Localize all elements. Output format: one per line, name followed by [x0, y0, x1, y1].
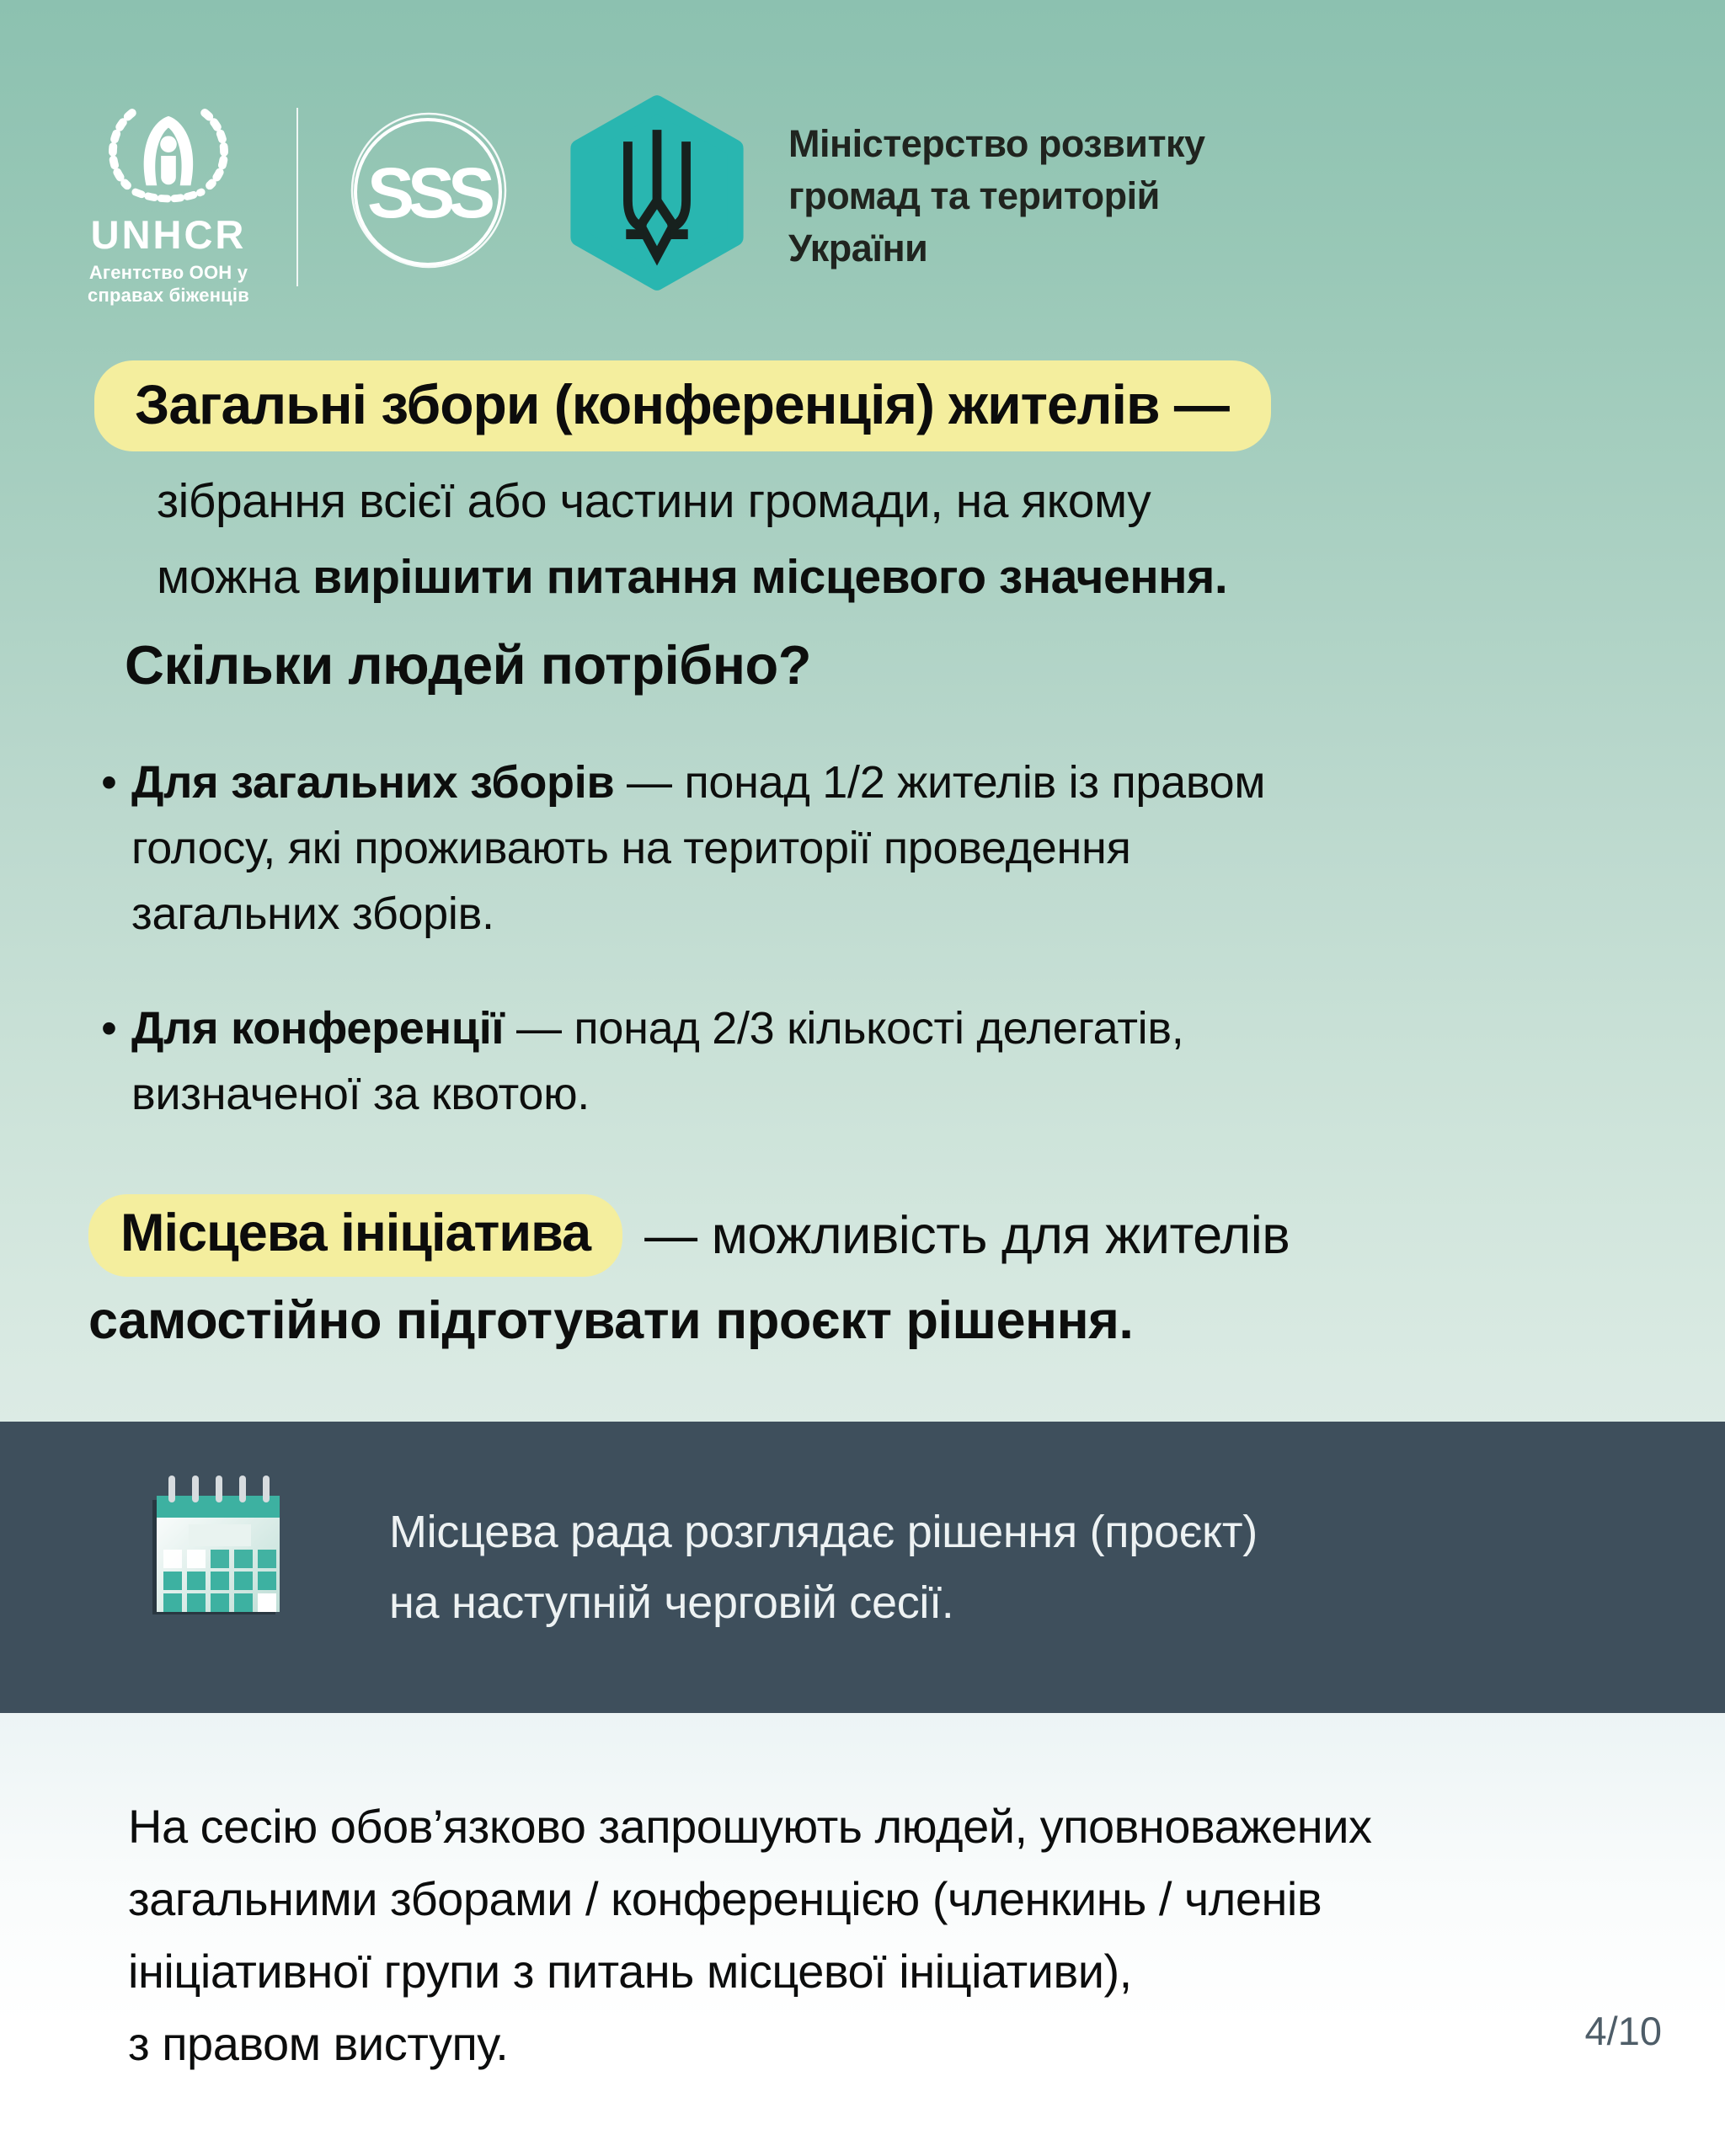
footer-paragraph-line: На сесію обов’язково запрошують людей, уповноважених [128, 1800, 1372, 1853]
sss-circle-icon [344, 108, 512, 276]
general-meeting-term [94, 360, 1271, 451]
bullet-marker: • [101, 1003, 117, 1054]
bullet-conference-line: визначеної за квотою. [131, 1069, 590, 1119]
ministry-name: Міністерство розвитку громад та територій України [788, 122, 1205, 270]
general-meeting-definition-line: можна вирішити питання місцевого значення. [157, 550, 1228, 604]
session-note-panel [0, 1422, 1725, 1713]
ministry-emblem [566, 94, 748, 296]
footer-paragraph-line: загальними зборами / конференцією (членкинь / членів [128, 1872, 1322, 1925]
section-heading: Скільки людей потрібно? [125, 634, 811, 696]
bullet-general-meetings-line: загальних зборів. [131, 889, 494, 939]
brand-divider [296, 108, 298, 286]
highlighted-term: Загальні збори (конференція) жителів — [94, 360, 1271, 451]
footer-panel [0, 1713, 1725, 2156]
local-initiative-term: Місцева ініціатива — можливість для жителів [88, 1194, 1290, 1277]
bullet-general-meetings-line: голосу, які проживають на території проведення [131, 823, 1131, 873]
general-meeting-definition-line: зібрання всієї або частини громади, на якому [157, 474, 1151, 528]
highlighted-term: Місцева ініціатива [88, 1194, 622, 1277]
page-number: 4/10 [1584, 2009, 1662, 2053]
sss-monogram: SSS [366, 153, 489, 232]
local-initiative-definition-line: самостійно підготувати проєкт рішення. [88, 1291, 1134, 1350]
session-note-line: на наступній черговій сесії. [389, 1577, 954, 1628]
bullet-conference: • Для конференції — понад 2/3 кількості делегатів, [101, 1003, 1184, 1054]
footer-paragraph-line: з правом виступу. [128, 2017, 509, 2070]
unhcr-tagline: Агентство ООН у справах біженців [88, 262, 249, 306]
unhcr-emblem-icon [86, 103, 251, 205]
bullet-marker: • [101, 757, 117, 808]
calendar-icon [150, 1472, 286, 1617]
unhcr-logo [83, 103, 254, 307]
footer-paragraph-line: ініціативної групи з питань місцевої ініціативи), [128, 1945, 1132, 1998]
session-note-line: Місцева рада розглядає рішення (проєкт) [389, 1507, 1258, 1557]
sss-logo [344, 108, 512, 280]
unhcr-wordmark: UNHCR [90, 212, 247, 257]
trident-hexagon-icon [566, 94, 748, 291]
bullet-general-meetings: • Для загальних зборів — понад 1/2 жителів із правом [101, 757, 1266, 808]
